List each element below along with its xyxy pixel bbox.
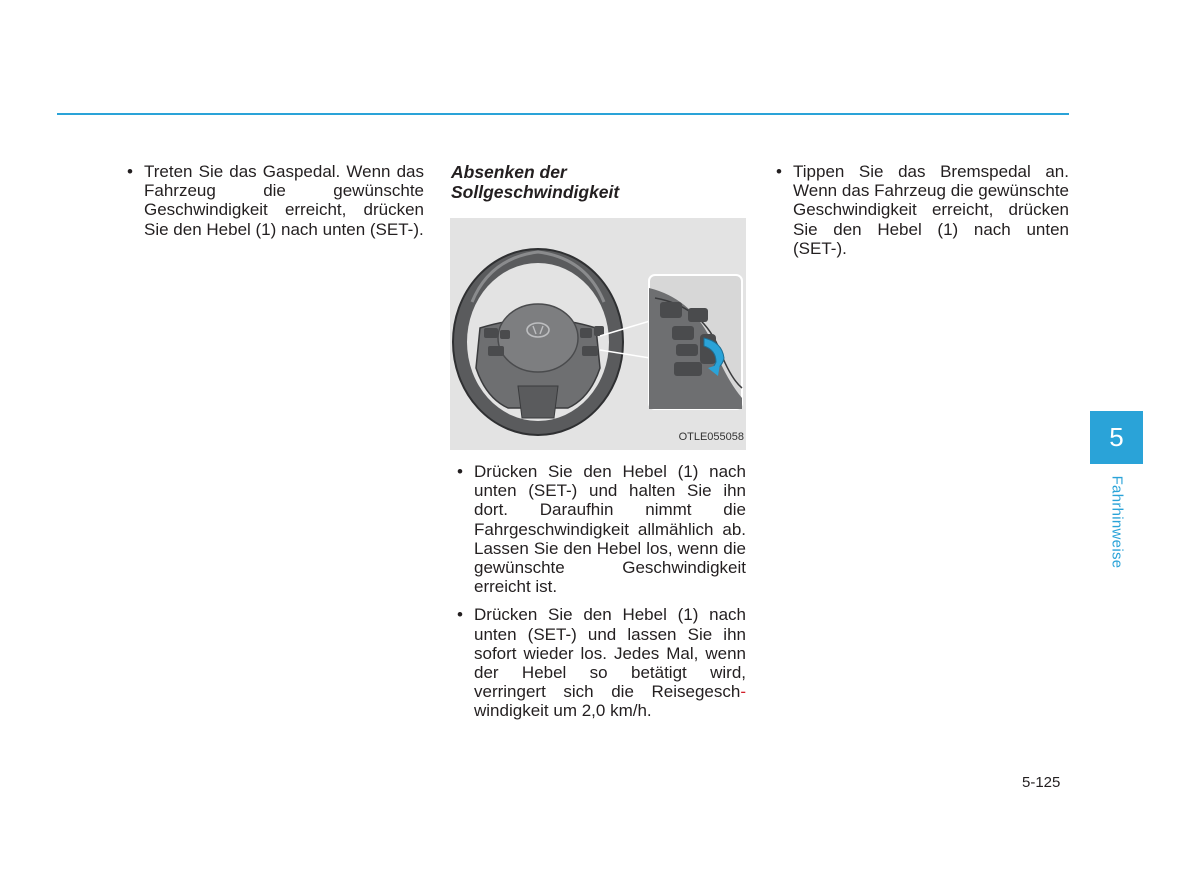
section-heading-line-2: Sollgeschwindigkeit bbox=[451, 182, 620, 202]
section-heading bbox=[450, 162, 746, 202]
bullet-item: • Tippen Sie das Bremspedal an. Wenn das Fahrzeug die gewünschte Geschwindigkeit erreicht, drücken Sie den Hebel (1) nach unten (SET-). bbox=[769, 162, 1069, 258]
bullet-text-end: windigkeit um 2,0 km/h. bbox=[474, 701, 652, 721]
steering-wheel-illustration bbox=[450, 218, 746, 450]
figure-code: OTLE055058 bbox=[678, 430, 744, 443]
column-middle bbox=[450, 162, 746, 730]
column-left bbox=[120, 162, 424, 248]
bullet-item: • Drücken Sie den Hebel (1) nach unten (SET-) und halten Sie ihn dort. Daraufhin nimmt die Fahrgeschwindigkeit allmählich ab. Lassen Sie den Hebel los, wenn die gewünschte Geschwindigkeit erreicht ist. bbox=[450, 462, 746, 596]
page-number: 5-125 bbox=[1022, 774, 1061, 791]
chapter-tab: 5 bbox=[1090, 411, 1143, 464]
section-heading-line-1: Absenken der bbox=[451, 162, 567, 182]
bullet-item: • Treten Sie das Gaspedal. Wenn das Fahrzeug die gewünschte Geschwindigkeit erreicht, drücken Sie den Hebel (1) nach unten (SET-). bbox=[120, 162, 424, 239]
chapter-name: Fahrhinweise bbox=[1108, 475, 1126, 569]
steering-wheel-figure bbox=[450, 218, 746, 450]
column-right bbox=[769, 162, 1069, 267]
header-rule bbox=[57, 113, 1069, 115]
bullet-text: Drücken Sie den Hebel (1) nach unten (SET-) und lassen Sie ihn sofort wieder los. Jedes Mal, wenn der Hebel so betätigt wird, verringert sich die Reisegesch bbox=[474, 605, 746, 702]
bullet-item bbox=[450, 605, 746, 720]
line-break-hyphen: - bbox=[740, 682, 746, 702]
